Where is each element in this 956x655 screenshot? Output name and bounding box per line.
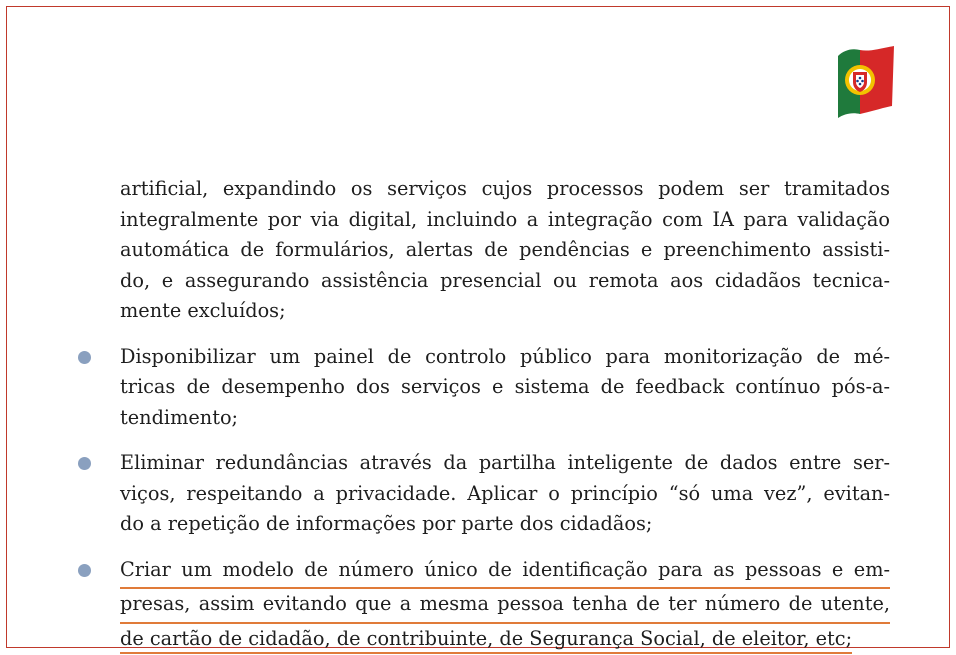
text-line: do a repetição de informações por parte dos cidadãos; bbox=[120, 512, 653, 535]
bullet-item-dashboard bbox=[120, 342, 890, 434]
portugal-government-flag-logo bbox=[834, 44, 898, 120]
text-line: automática de formulários, alertas de pendências e preenchimento assisti- bbox=[120, 238, 890, 261]
text-line: do, e assegurando assistência presencial ou remota aos cidadãos tecnica- bbox=[120, 268, 890, 292]
text-line: Disponibilizar um painel de controlo público para monitorização de mé- bbox=[120, 344, 890, 368]
highlighted-text-line: de cartão de cidadão, de contribuinte, de Segurança Social, de eleitor, etc; bbox=[120, 624, 890, 655]
intro-paragraph bbox=[120, 174, 890, 327]
text-line: Eliminar redundâncias através da partilha inteligente de dados entre ser- bbox=[120, 451, 890, 474]
bullet-item-unique-id bbox=[120, 555, 890, 655]
document-body bbox=[120, 174, 890, 654]
bullet-dot-icon bbox=[78, 564, 91, 577]
text-line: mente excluídos; bbox=[120, 299, 286, 322]
bullet-paragraph bbox=[120, 448, 890, 540]
bullet-item-redundancies bbox=[120, 448, 890, 540]
bullet-paragraph bbox=[120, 555, 890, 655]
bullet-dot-icon bbox=[78, 351, 91, 364]
text-line: viços, respeitando a privacidade. Aplicar o princípio “só uma vez”, evitan- bbox=[120, 481, 890, 505]
text-line: artificial, expandindo os serviços cujos processos podem ser tramitados bbox=[120, 177, 890, 200]
highlighted-text-line: presas, assim evitando que a mesma pessoa tenha de ter número de utente, bbox=[120, 589, 890, 624]
bullet-dot-icon bbox=[78, 457, 91, 470]
text-line: integralmente por via digital, incluindo a integração com IA para validação bbox=[120, 207, 890, 231]
highlighted-text-line: Criar um modelo de número único de identificação para as pessoas e em- bbox=[120, 555, 890, 590]
text-line: tendimento; bbox=[120, 405, 239, 429]
text-line: tricas de desempenho dos serviços e sistema de feedback contínuo pós-a- bbox=[120, 375, 890, 398]
bullet-paragraph bbox=[120, 342, 890, 434]
